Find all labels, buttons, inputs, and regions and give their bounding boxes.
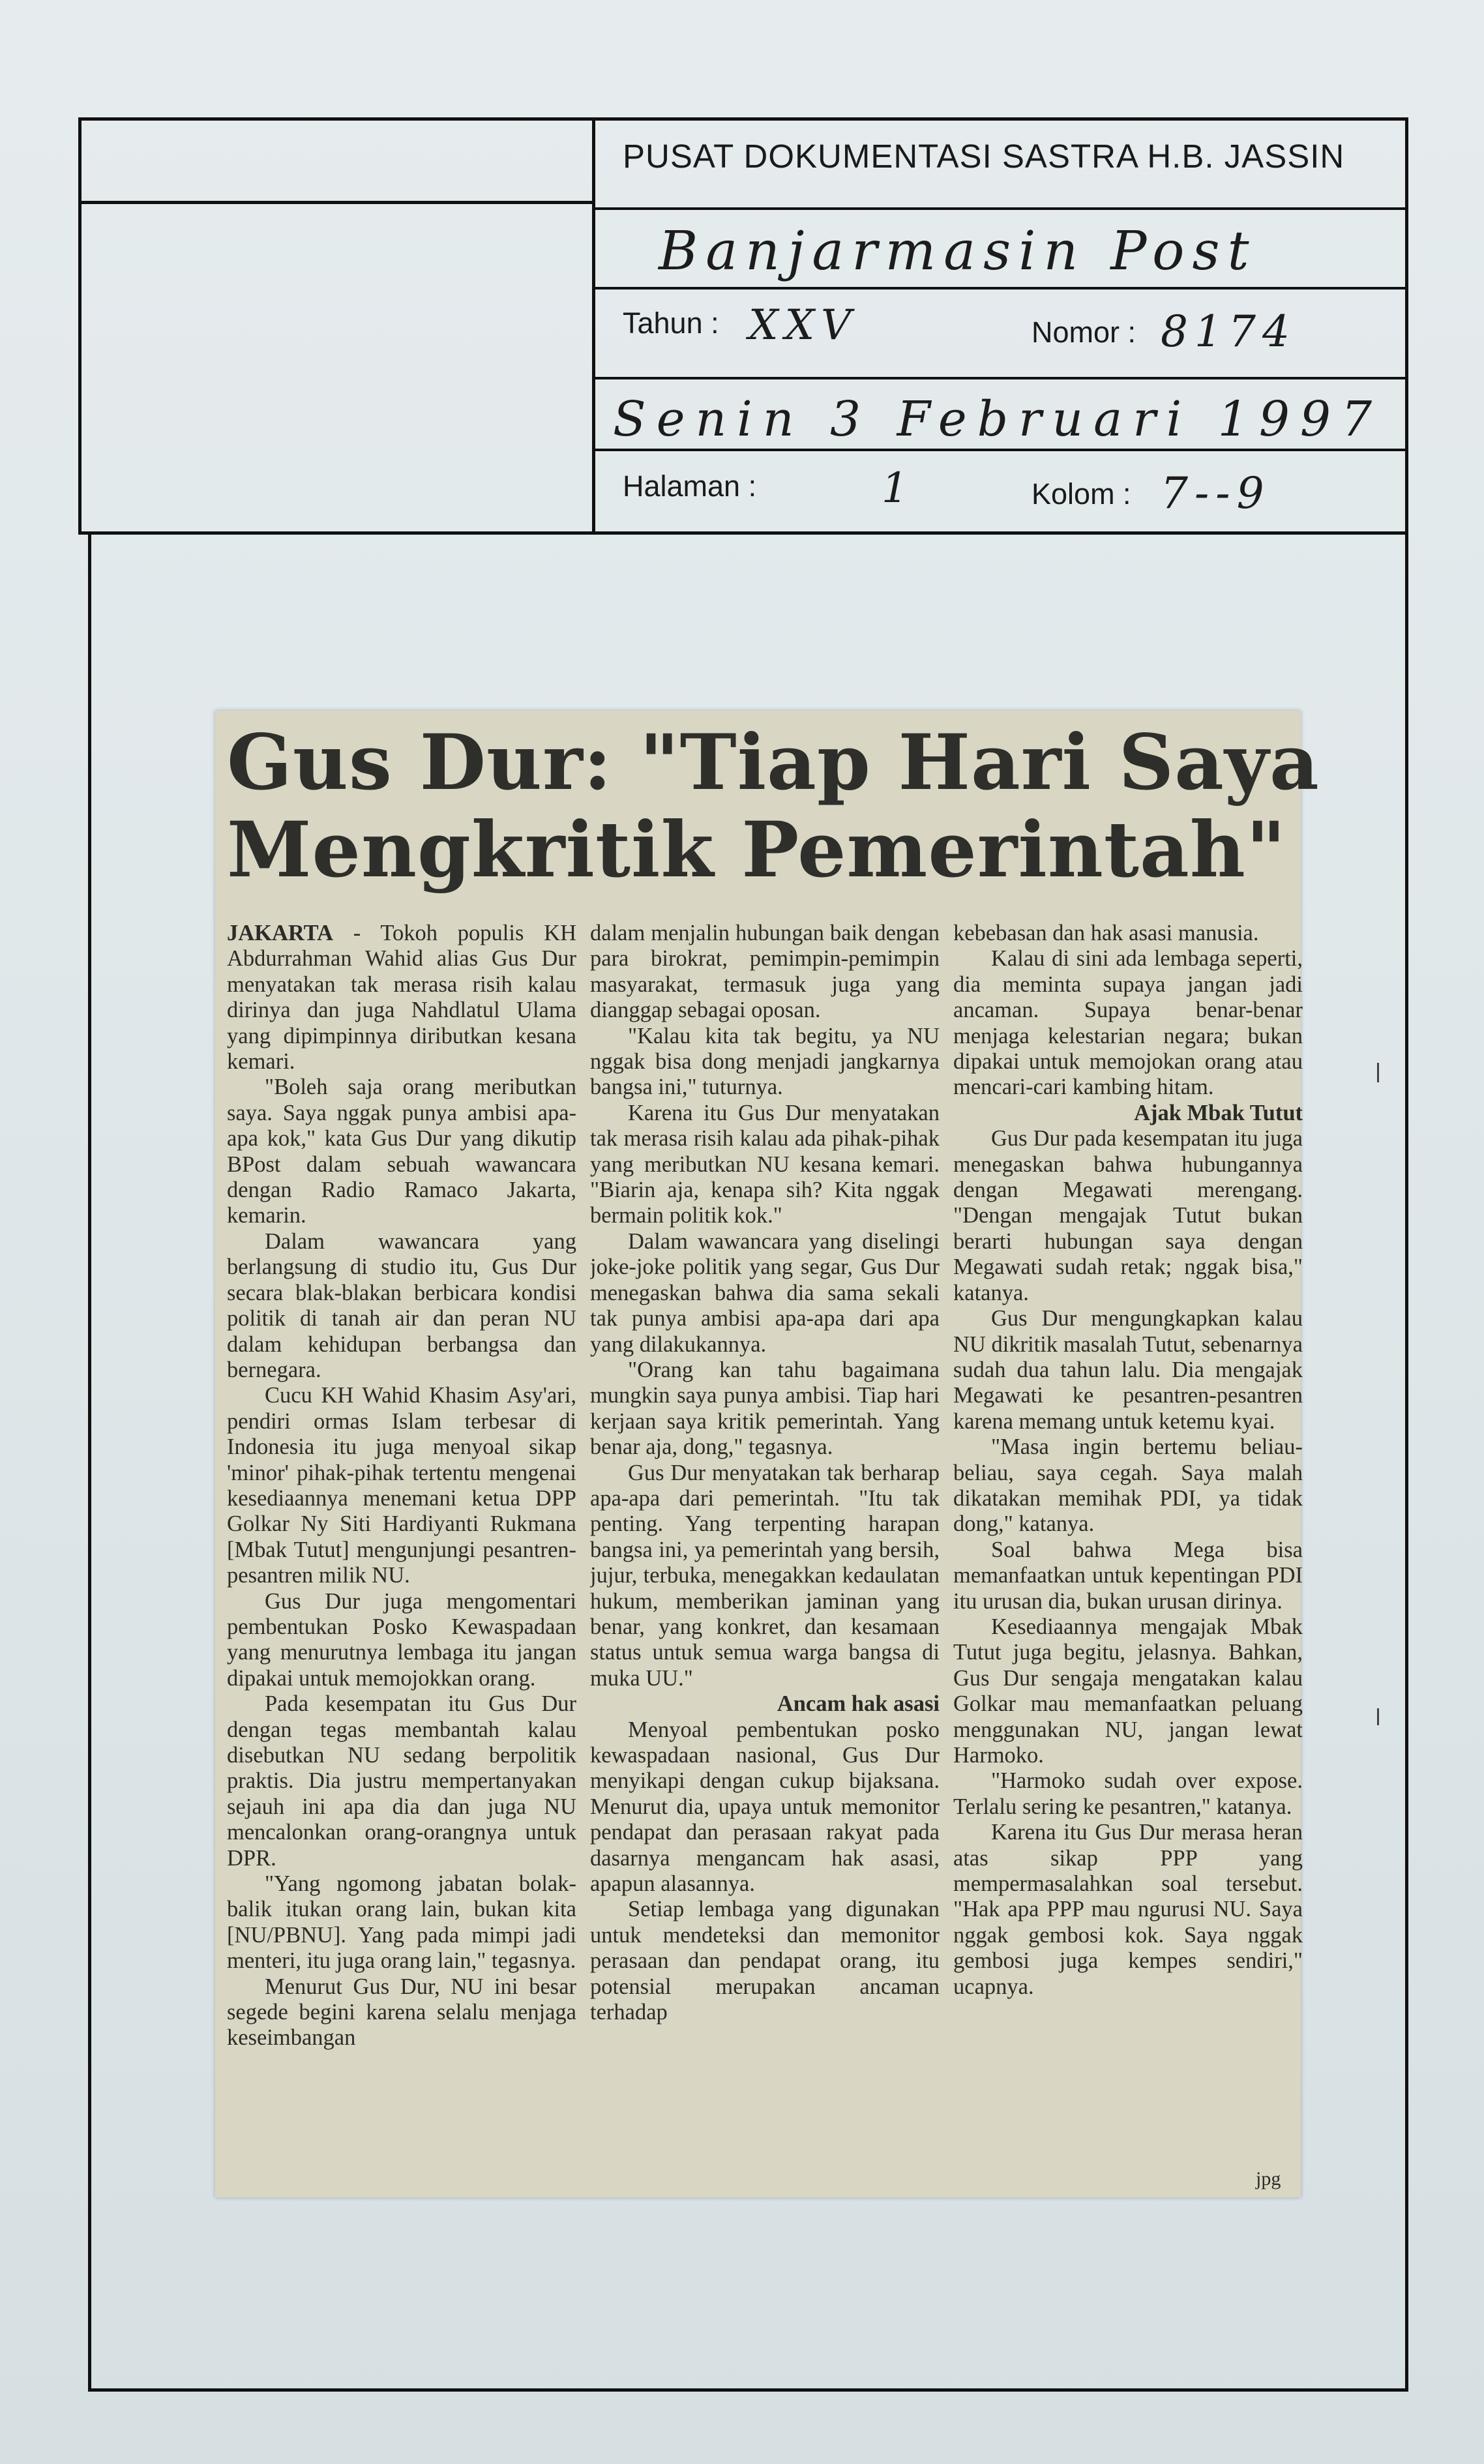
paragraph: Dalam wawancara yang diselingi joke-joke politik yang segar, Gus Dur menegaskan bahwa dia sama sekali tak punya ambisi apa-apa dari apa yang dilakukannya. xyxy=(590,1228,940,1357)
form-divider-left xyxy=(78,201,593,204)
subheading: Ajak Mbak Tutut xyxy=(1134,1100,1303,1125)
headline-line-1: Gus Dur: "Tiap Hari Saya xyxy=(227,717,1320,807)
paragraph: Gus Dur juga mengomentari pembentukan Posko Kewaspadaan yang menurutnya lembaga itu jangan dipakai untuk memojokkan orang. xyxy=(227,1588,576,1691)
publication-date: Senin 3 Februari 1997 xyxy=(613,391,1383,447)
paragraph-text: - Tokoh populis KH Abdurrahman Wahid alias Gus Dur menyatakan tak merasa risih kalau dirinya dan juga Nahdlatul Ulama yang dipimpinnya diributkan kesana kemari. xyxy=(227,921,576,1075)
frame-top-line xyxy=(78,531,1408,535)
paragraph: Setiap lembaga yang digunakan untuk mendeteksi dan memonitor perasaan dan pendapat orang, itu potensial merupakan ancaman terhadap xyxy=(590,1897,940,2025)
headline-line-2: Mengkritik Pemerintah" xyxy=(227,805,1286,895)
paragraph: "Kalau kita tak begitu, ya NU nggak bisa dong menjadi jangkarnya bangsa ini," tuturnya. xyxy=(590,1023,940,1100)
paragraph: "Orang kan tahu bagaimana mungkin saya punya ambisi. Tiap hari kerjaan saya kritik pemerintah. Yang benar aja, dong," tegasnya. xyxy=(590,1357,940,1460)
form-row-line-1 xyxy=(593,207,1408,210)
reporter-signature: jpg xyxy=(1256,2168,1281,2189)
article-column-1 xyxy=(227,921,576,2192)
paragraph: Pada kesempatan itu Gus Dur dengan tegas membantah kalau disebutkan NU sedang berpolitik praktis. Dia justru mempertanyakan sejauh ini apa dia dan juga NU mencalonkan orang-orangnya untuk DPR. xyxy=(227,1691,576,1871)
subheading: Ancam hak asasi xyxy=(777,1691,940,1717)
article-headline xyxy=(227,717,1320,895)
pen-mark xyxy=(1377,1063,1379,1082)
halaman-value: 1 xyxy=(882,464,915,512)
nomor-label: Nomor : xyxy=(1031,316,1136,349)
paragraph: dalam menjalin hubungan baik dengan para birokrat, pemimpin-pemimpin masyarakat, termasuk juga yang dianggap sebagai oposan. xyxy=(590,921,940,1023)
tahun-label: Tahun : xyxy=(623,306,719,340)
paragraph: Gus Dur pada kesempatan itu juga menegaskan bahwa hubungannya dengan Megawati merengang. "Dengan mengajak Tutut bukan berarti hubungan saya dengan Megawati sudah retak; nggak bisa," katanya. xyxy=(953,1126,1303,1305)
paragraph: Menurut Gus Dur, NU ini besar segede begini karena selalu menjaga keseimbangan xyxy=(227,1974,576,2051)
article-column-2 xyxy=(590,921,940,2192)
paragraph: Kesediaannya mengajak Mbak Tutut juga begitu, jelasnya. Bahkan, Gus Dur sengaja mengatakan kalau Golkar mau memanfaatkan peluang menggunakan NU, jangan lewat Harmoko. xyxy=(953,1614,1303,1768)
paragraph: Gus Dur menyatakan tak berharap apa-apa dari pemerintah. "Itu tak penting. Yang terpenting harapan bangsa ini, ya pemerintah yang bersih, jujur, terbuka, menegakkan kedaulatan hukum, memberikan jaminan yang benar, yang konkret, dan kesamaan status untuk semua warga bangsa di muka UU." xyxy=(590,1460,940,1691)
paragraph: "Masa ingin bertemu beliau-beliau, saya cegah. Saya malah dikatakan memihak PDI, ya tidak dong," katanya. xyxy=(953,1434,1303,1537)
form-row-line-4 xyxy=(593,449,1408,451)
kolom-value: 7--9 xyxy=(1161,468,1271,518)
tahun-value: XXV xyxy=(749,301,858,349)
paragraph: kebebasan dan hak asasi manusia. xyxy=(953,921,1259,945)
halaman-label: Halaman : xyxy=(623,469,757,503)
form-row-line-2 xyxy=(593,287,1408,289)
paragraph: "Boleh saja orang meributkan saya. Saya nggak punya ambisi apa-apa kok," kata Gus Dur yang dikutip BPost dalam sebuah wawancara dengan Radio Ramaco Jakarta, kemarin. xyxy=(227,1075,576,1228)
paragraph: Soal bahwa Mega bisa memanfaatkan untuk kepentingan PDI itu urusan dia, bukan urusan dirinya. xyxy=(953,1537,1303,1614)
form-row-line-3 xyxy=(593,377,1408,379)
paragraph: "Harmoko sudah over expose. Terlalu sering ke pesantren," katanya. xyxy=(953,1768,1303,1819)
paragraph: Menyoal pembentukan posko kewaspadaan nasional, Gus Dur menyikapi dengan cukup bijaksana. Menurut dia, upaya untuk memonitor pendapat dan perasaan rakyat pada dasarnya mengancam hak asasi, apapun alasannya. xyxy=(590,1717,940,1897)
paragraph: Cucu KH Wahid Khasim Asy'ari, pendiri ormas Islam terbesar di Indonesia itu juga menyoal sikap 'minor' pihak-pihak tertentu mengenai kesediaannya menemani ketua DPP Golkar Ny Siti Hardiyanti Rukmana [Mbak Tutut] mengunjungi pesantren-pesantren milik NU. xyxy=(227,1383,576,1588)
nomor-value: 8174 xyxy=(1161,306,1296,357)
form-divider-vertical xyxy=(592,117,595,535)
pen-mark xyxy=(1377,1708,1379,1725)
paragraph: Karena itu Gus Dur menyatakan tak merasa risih kalau ada pihak-pihak yang meributkan NU kesana kemari. "Biarin aja, kenapa sih? Kita nggak bermain politik kok." xyxy=(590,1100,940,1228)
paragraph: "Yang ngomong jabatan bolak-balik itukan orang lain, bukan kita [NU/PBNU]. Yang pada mimpi jadi menteri, itu juga orang lain," tegasnya. xyxy=(227,1871,576,1974)
paragraph: Karena itu Gus Dur merasa heran atas sikap PPP yang mempermasalahkan soal tersebut. "Hak apa PPP mau ngurusi NU. Saya nggak gembosi kok. Saya nggak gembosi juga kempes sendiri," ucapnya. xyxy=(953,1820,1303,1999)
article-column-3 xyxy=(953,921,1303,2192)
institution-name: PUSAT DOKUMENTASI SASTRA H.B. JASSIN xyxy=(623,138,1345,175)
paragraph xyxy=(227,921,576,1075)
paragraph: Gus Dur mengungkapkan kalau NU dikritik masalah Tutut, sebenarnya sudah dua tahun lalu. Dia mengajak Megawati ke pesantren-pesantren karena memang untuk ketemu kyai. xyxy=(953,1306,1303,1434)
paragraph: Dalam wawancara yang berlangsung di studio itu, Gus Dur secara blak-blakan berbicara kondisi politik di tanah air dan peran NU dalam kehidupan berbangsa dan bernegara. xyxy=(227,1228,576,1382)
newspaper-name: Banjarmasin Post xyxy=(659,220,1257,282)
kolom-label: Kolom : xyxy=(1031,477,1131,511)
dateline: JAKARTA xyxy=(227,921,333,945)
paragraph: Kalau di sini ada lembaga seperti, dia meminta supaya jangan jadi ancaman. Supaya benar-benar menjaga kelestarian negara; bukan dipakai untuk memojokan orang atau mencari-cari kambing hitam. xyxy=(953,946,1303,1100)
